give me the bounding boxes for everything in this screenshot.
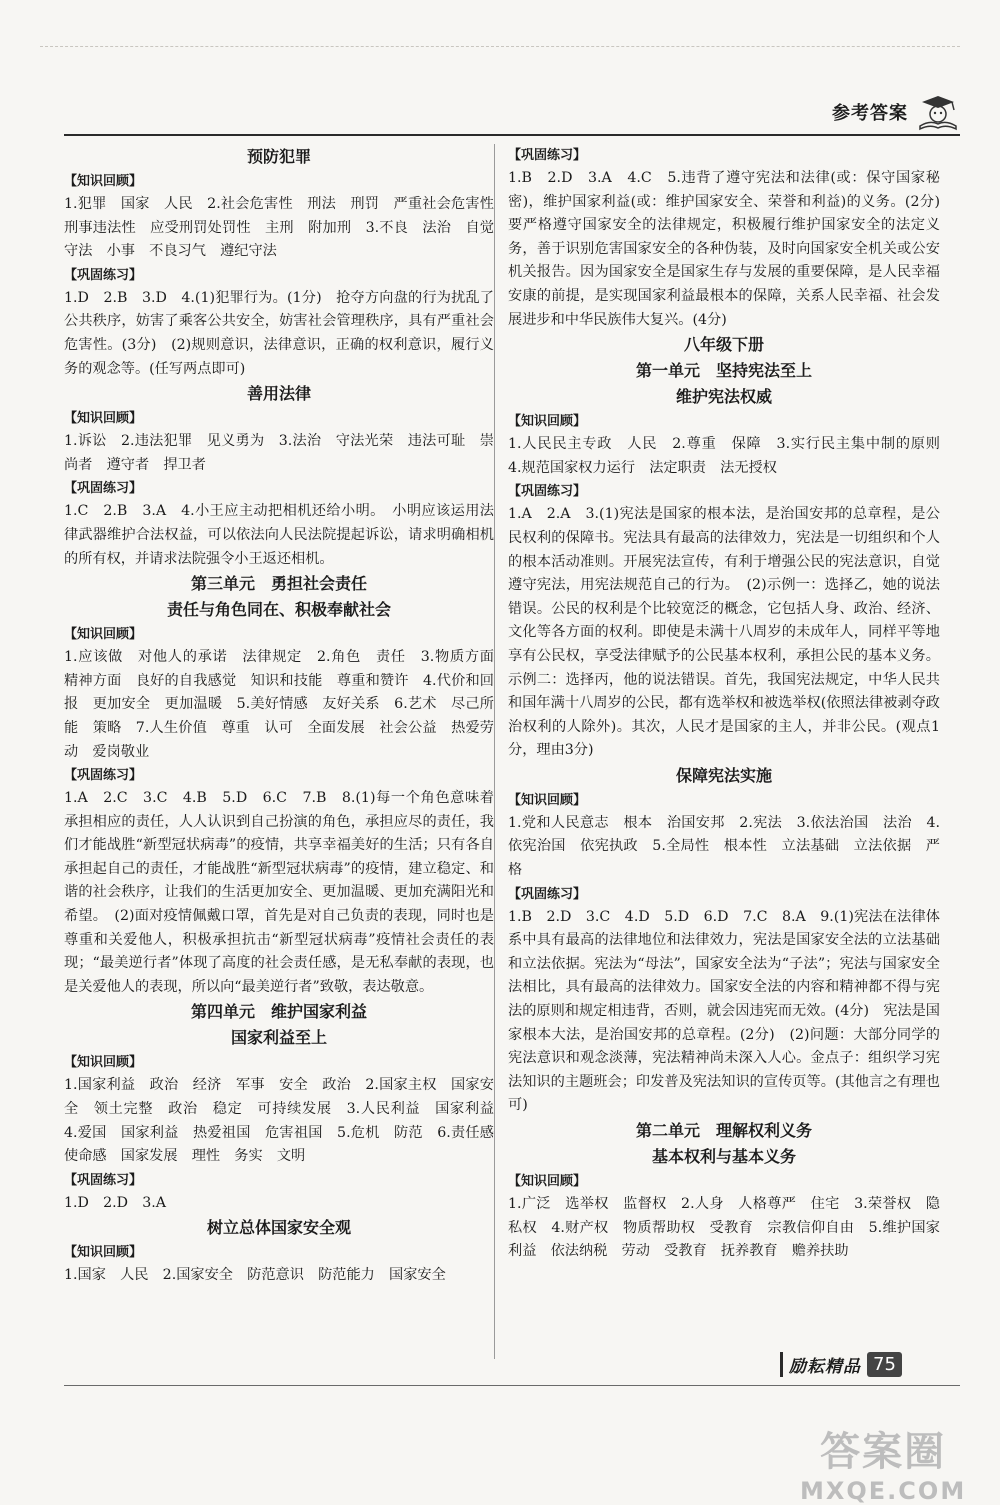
answer-paragraph: 1.党和人民意志 根本 治国安邦 2.宪法 3.依法治国 法治 4.依宪治国 依宪执政 5.全局性 根本性 立法基础 立法依据 严格 [508,814,940,879]
bottom-rule [64,1385,960,1386]
section-heading: 第四单元 维护国家利益 [190,1002,367,1022]
section-heading: 国家利益至上 [230,1028,327,1048]
answer-paragraph: 1.广泛 选举权 监督权 2.人身 人格尊严 住宅 3.荣誉权 隐私权 4.财产权 物质帮助权 受教育 宗教信仰自由 5.维护国家利益 依法纳税 劳动 受教育 抚养教育 赡养扶助 [508,1196,940,1260]
answer-paragraph: 1.D 2.B 3.D 4.(1)犯罪行为。(1分) 抢夺方向盘的行为扰乱了公共秩序，妨害了乘客公共安全，妨害社会管理秩序，具有严重社会危害性。(3分) (2)规则意识，法律意识，正确的权利意识，履行义务的观念等。(任写两点即可) [64,289,494,377]
section-heading: 基本权利与基本义务 [651,1147,796,1166]
watermark-logo: 答案圈 [820,1429,947,1475]
answer-paragraph: 1.犯罪 国家 人民 2.社会危害性 刑法 刑罚 严重社会危害性 刑事违法性 应受刑罚处罚性 主刑 附加刑 3.不良 法治 自觉守法 小事 不良习气 遵纪守法 [64,196,509,260]
answer-paragraph: 1.国家 人民 2.国家安全 防范意识 防范能力 国家安全 [64,1267,446,1284]
section-tag: 【巩固练习】 [64,768,143,784]
page-number: 75 [867,1352,902,1377]
section-heading: 责任与角色同在、积极奉献社会 [166,600,391,620]
section-tag: 【知识回顾】 [508,414,587,430]
top-dashed-rule [40,46,960,47]
answer-paragraph: 1.诉讼 2.违法犯罪 见义勇为 3.法治 守法光荣 违法可耻 崇尚者 遵守者 捍卫者 [64,433,494,473]
section-tag: 【巩固练习】 [508,886,587,902]
header-title: 参考答案 [832,103,908,124]
right-column [508,144,955,1264]
graduate-mascot-icon [914,92,960,132]
section-heading: 善用法律 [246,384,311,404]
section-tag: 【知识回顾】 [64,411,143,427]
section-tag: 【巩固练习】 [64,481,143,497]
section-heading: 预防犯罪 [246,147,311,166]
section-heading: 第二单元 理解权利义务 [635,1121,812,1140]
section-heading: 第一单元 坚持宪法至上 [635,361,812,381]
section-tag: 【巩固练习】 [508,484,587,500]
answer-paragraph: 1.D 2.D 3.A [64,1194,166,1211]
section-tag: 【巩固练习】 [64,1172,143,1188]
answer-paragraph: 1.B 2.D 3.A 4.C 5.违背了遵守宪法和法律(或：保守国家秘密)，维护国家利益(或：维护国家安全、荣誉和利益)的义务。(2分) 要严格遵守国家安全的法律规定，积极履行维护国家安全的法定义务，善于识别危害国家安全的各种伪装，及时向国家安全机关或公安机关报告。因为国家安全是国家生存与发展的重要保障，是人民幸福安康的前提，是实现国家利益最根本的保障，关系人民幸福、社会发展进步和中华民族伟大复兴。(4分) [508,170,955,328]
answer-paragraph: 1.A 2.A 3.(1)宪法是国家的根本法，是治国安邦的总章程，是公民权利的保障书。宪法具有最高的法律效力，宪法是一切组织和个人的根本活动准则。开展宪法宣传，有利于增强公民的宪法意识，自觉遵守宪法，用宪法规范自己的行为。 (2)示例一：选择乙，她的说法错误。公民的权利是个比较宽泛的概念，它包括人身、政治、经济、文化等各方面的权利。即使是未满十八周岁的未成年人，同样平等地享有公民权，享受法律赋予的公民基本权利，承担公民的基本义务。示例二：选择丙，他的说法错误。首先，我国宪法规定，中华人民共和国年满十八周岁的公民，都有选举权和被选举权(依照法律被剥夺政治权利的人除外)。其次，人民才是国家的主人，并非公民。(观点1分，理由3分) [508,506,940,759]
section-heading: 第三单元 勇担社会责任 [190,574,367,594]
section-tag: 【巩固练习】 [508,148,587,163]
watermark [800,1420,966,1505]
section-tag: 【知识回顾】 [64,1055,143,1071]
page-header [832,92,960,132]
section-tag: 【知识回顾】 [64,1245,143,1261]
answer-paragraph: 1.国家利益 政治 经济 军事 安全 政治 2.国家主权 国家安全 领土完整 政治 稳定 可持续发展 3.人民利益 国家利益 4.爱国 国家利益 热爱祖国 危害祖国 5.危机 防范 6.责任感 使命感 国家发展 理性 务实 文明 [64,1077,509,1165]
brand-name: 励耘精品 [780,1352,861,1377]
section-heading: 维护宪法权威 [675,387,772,407]
section-tag: 【知识回顾】 [508,792,587,808]
section-tag: 【知识回顾】 [508,1174,587,1189]
page-footer [780,1352,902,1377]
section-tag: 【巩固练习】 [64,267,143,283]
answer-paragraph: 1.C 2.B 3.A 4.小王应主动把相机还给小明。 小明应该运用法律武器维护合法权益，可以依法向人民法院提起诉讼，请求明确相机的所有权，并请求法院强令小王返还相机。 [64,503,494,567]
answer-paragraph: 1.人民民主专政 人民 2.尊重 保障 3.实行民主集中制的原则 4.规范国家权力运行 法定职责 法无授权 [508,436,955,476]
header-rule [64,134,960,136]
left-column [64,144,509,1288]
answer-paragraph: 1.B 2.D 3.C 4.D 5.D 6.D 7.C 8.A 9.(1)宪法在法律体系中具有最高的法律地位和法律效力，宪法是国家安全法的立法基础和立法依据。宪法为“母法”，国家安全法为“子法”；宪法与国家安全法相比，具有最高的法律效力。国家安全法的内容和精神都不得与宪法的原则和规定相违背，否则，就会因违宪而无效。(4分) 宪法是国家根本大法，是治国安邦的总章程。(2分) (2)问题：大部分同学的宪法意识和观念淡薄，宪法精神尚未深入人心。金点子：组织学习宪法知识的主题班会；印发普及宪法知识的宣传页等。(其他言之有理也可) [508,908,940,1114]
section-heading: 八年级下册 [683,335,764,355]
answer-paragraph: 1.应该做 对他人的承诺 法律规定 2.角色 责任 3.物质方面 精神方面 良好的自我感觉 知识和技能 尊重和赞许 4.代价和回报 更加安全 更加温暖 5.美好情感 友好关系 6.艺术 尽己所能 策略 7.人生价值 尊重 认可 全面发展 社会公益 热爱劳动 爱岗敬业 [64,649,509,760]
section-heading: 树立总体国家安全观 [206,1218,351,1238]
section-tag: 【知识回顾】 [64,627,143,643]
section-heading: 保障宪法实施 [675,765,772,785]
column-divider [494,144,495,1359]
answer-paragraph: 1.A 2.C 3.C 4.B 5.D 6.C 7.B 8.(1)每一个角色意味着承担相应的责任，人人认识到自己扮演的角色，承担应尽的责任，我们才能战胜“新型冠状病毒”的疫情，共享幸福美好的生活；只有各自承担起自己的责任，才能战胜“新型冠状病毒”的疫情，建立稳定、和谐的社会秩序，让我们的生活更加安全、更加温暖、更加充满阳光和希望。 (2)面对疫情佩戴口罩，首先是对自己负责的表现，同时也是尊重和关爱他人，积极承担抗击“新型冠状病毒”疫情社会责任的表现；“最美逆行者”体现了高度的社会责任感，是无私奉献的表现，也是关爱他人的表现，所以向“最美逆行者”致敬，表达敬意。 [64,790,494,995]
watermark-url: MXQE.COM [800,1477,967,1505]
section-tag: 【知识回顾】 [64,174,143,189]
